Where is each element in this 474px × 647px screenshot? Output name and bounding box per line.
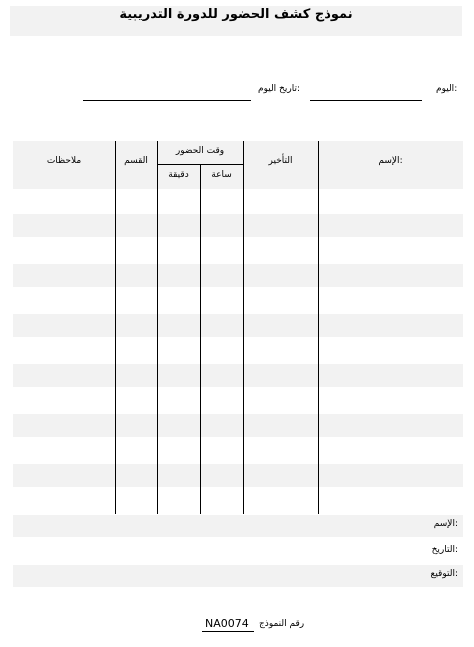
form-number-value: NA0074 [205, 617, 249, 630]
table-row [13, 264, 463, 287]
header-minute: دقيقة [168, 170, 189, 180]
table-row [13, 464, 463, 487]
footer-name-label: الإسم: [433, 519, 458, 529]
header-name: الإسم: [378, 156, 403, 166]
footer-name-band [13, 515, 463, 537]
footer-date-label: التاريخ: [431, 545, 458, 555]
table-row [13, 364, 463, 387]
header-delay: التأخير [268, 156, 293, 166]
table-row [13, 214, 463, 237]
date-label: تاريخ اليوم: [258, 84, 300, 94]
table-divider [243, 141, 244, 514]
footer-signature-label: التوقيع: [430, 569, 458, 579]
date-field-line[interactable] [83, 100, 251, 101]
form-number-label: رقم النموذج [259, 619, 305, 629]
table-divider [115, 141, 116, 514]
form-title: نموذج كشف الحضور للدورة التدريبية [119, 7, 353, 22]
table-divider [200, 165, 201, 514]
header-department: القسم [124, 156, 148, 166]
day-label: اليوم: [436, 84, 458, 94]
table-divider [318, 141, 319, 514]
form-number-underline [202, 631, 254, 632]
table-row [13, 414, 463, 437]
header-hour: ساعة [211, 170, 232, 180]
footer-signature-band [13, 565, 463, 587]
header-notes: ملاحظات [46, 156, 82, 166]
table-divider [157, 141, 158, 514]
header-attendance-time: وقت الحضور [175, 146, 225, 156]
table-row [13, 314, 463, 337]
header-split-line [157, 164, 243, 165]
day-field-line[interactable] [310, 100, 422, 101]
